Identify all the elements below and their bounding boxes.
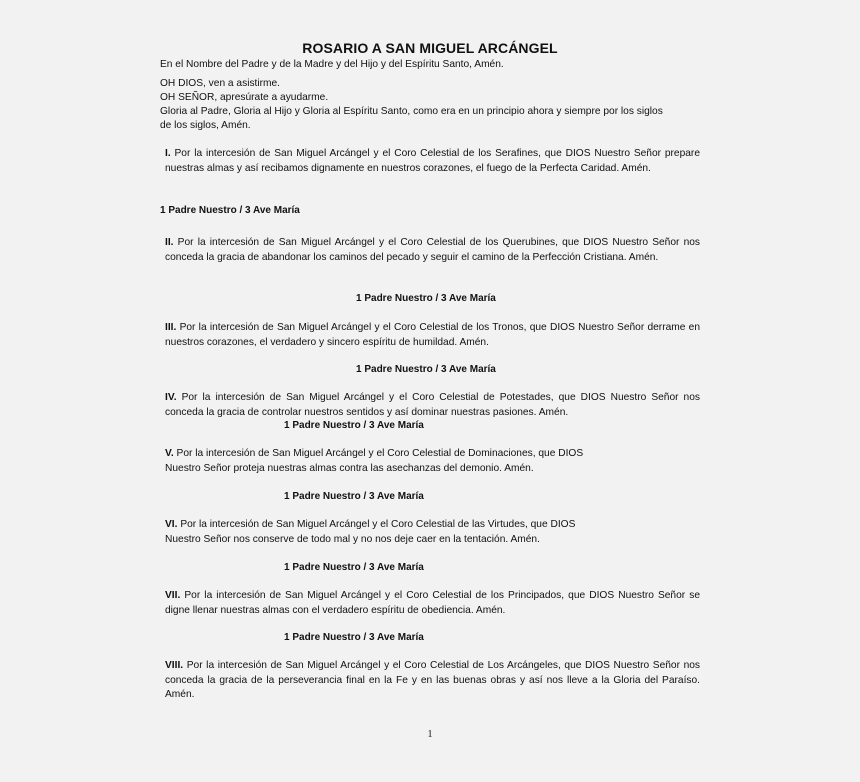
paragraph-text: Por la intercesión de San Miguel Arcángel y el Coro Celestial de Potestades, que DIOS Nuestro Señor nos conceda la gracia de controlar nuestros sentidos y así dominar nuestras pasiones. Amén. <box>165 392 700 418</box>
paragraph-number: III. <box>165 322 177 333</box>
repeat-label: 1 Padre Nuestro / 3 Ave María <box>284 491 424 502</box>
repeat-label: 1 Padre Nuestro / 3 Ave María <box>356 293 496 304</box>
repeat-label: 1 Padre Nuestro / 3 Ave María <box>284 632 424 643</box>
repeat-label: 1 Padre Nuestro / 3 Ave María <box>284 420 424 431</box>
intro-line: de los siglos, Amén. <box>160 120 251 131</box>
intro-line: OH SEÑOR, apresúrate a ayudarme. <box>160 92 329 103</box>
prayer-paragraph-8 <box>165 659 700 703</box>
prayer-paragraph-4 <box>165 391 700 420</box>
paragraph-number: V. <box>165 448 174 459</box>
intro-line: OH DIOS, ven a asistirme. <box>160 78 281 89</box>
intro-line: En el Nombre del Padre y de la Madre y del Hijo y del Espíritu Santo, Amén. <box>160 59 504 70</box>
prayer-paragraph-3 <box>165 321 700 350</box>
page-number: 1 <box>427 729 433 740</box>
paragraph-text: Por la intercesión de San Miguel Arcángel y el Coro Celestial de los Principados, que DIOS Nuestro Señor se digne llenar nuestras almas con el verdadero espíritu de obediencia. Amén. <box>165 590 700 616</box>
paragraph-number: VIII. <box>165 660 184 671</box>
prayer-paragraph-6 <box>165 518 605 547</box>
paragraph-text: Por la intercesión de San Miguel Arcángel y el Coro Celestial de los Querubines, que DIOS Nuestro Señor nos conceda la gracia de abandonar los caminos del pecado y seguir el camino de la Perfección Cristiana. Amén. <box>165 237 700 263</box>
paragraph-text: Por la intercesión de San Miguel Arcángel y el Coro Celestial de Dominaciones, que DIOS Nuestro Señor proteja nuestras almas contra las asechanzas del demonio. Amén. <box>165 448 584 474</box>
paragraph-number: VI. <box>165 519 178 530</box>
paragraph-number: VII. <box>165 590 181 601</box>
paragraph-text: Por la intercesión de San Miguel Arcángel y el Coro Celestial de las Virtudes, que DIOS Nuestro Señor nos conserve de todo mal y no nos deje caer en la tentación. Amén. <box>165 519 576 545</box>
document-title: ROSARIO A SAN MIGUEL ARCÁNGEL <box>302 40 558 56</box>
intro-line: Gloria al Padre, Gloria al Hijo y Gloria al Espíritu Santo, como era en un principio ahora y siempre por los siglos <box>160 106 663 117</box>
repeat-label: 1 Padre Nuestro / 3 Ave María <box>160 205 300 216</box>
paragraph-text: Por la intercesión de San Miguel Arcángel y el Coro Celestial de Los Arcángeles, que DIOS Nuestro Señor nos conceda la gracia de la perseverancia final en la Fe y en las buenas obras y así nos lleve a la Gloria del Paraíso. Amén. <box>165 660 700 700</box>
prayer-paragraph-5 <box>165 447 605 476</box>
prayer-paragraph-7 <box>165 589 700 618</box>
paragraph-number: II. <box>165 237 174 248</box>
prayer-paragraph-2 <box>165 236 700 265</box>
repeat-label: 1 Padre Nuestro / 3 Ave María <box>356 364 496 375</box>
repeat-label: 1 Padre Nuestro / 3 Ave María <box>284 562 424 573</box>
prayer-paragraph-1 <box>165 147 700 176</box>
paragraph-text: Por la intercesión de San Miguel Arcángel y el Coro Celestial de los Serafines, que DIOS Nuestro Señor prepare nuestras almas y así recibamos dignamente en nuestros corazones, el fuego de la Perfecta Caridad. Amén. <box>165 148 700 174</box>
paragraph-number: IV. <box>165 392 177 403</box>
paragraph-text: Por la intercesión de San Miguel Arcángel y el Coro Celestial de los Tronos, que DIOS Nuestro Señor derrame en nuestros corazones, el verdadero y sincero espíritu de humildad. Amén. <box>165 322 700 348</box>
paragraph-number: I. <box>165 148 171 159</box>
